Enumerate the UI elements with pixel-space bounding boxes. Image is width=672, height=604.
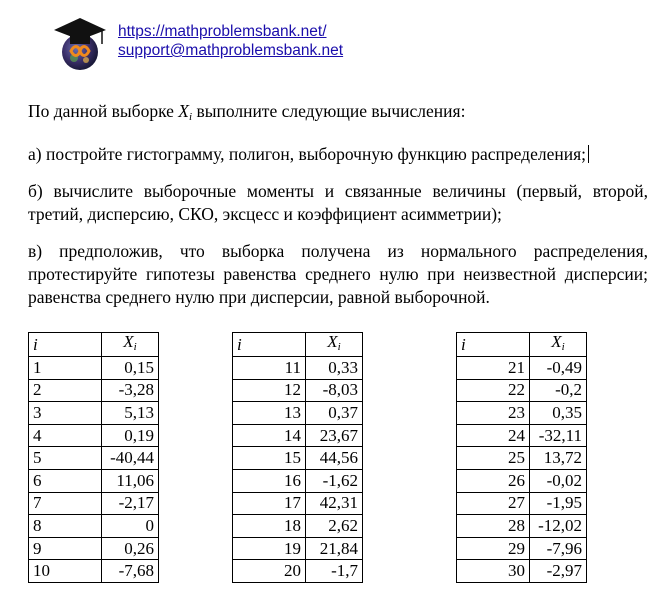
table-row: [233, 379, 363, 402]
sample-table-2: [232, 332, 363, 583]
cell-x: -0,02: [530, 469, 587, 492]
cell-i: 8: [29, 515, 102, 538]
task-item-a: [28, 143, 648, 166]
table-row: [233, 469, 363, 492]
cell-x: -0,2: [530, 379, 587, 402]
cell-i: 17: [233, 492, 306, 515]
cell-i: 19: [233, 537, 306, 560]
cell-x: -7,68: [102, 560, 159, 583]
cell-x: 0,37: [306, 402, 363, 425]
cell-x: 23,67: [306, 424, 363, 447]
table-row: [457, 537, 587, 560]
table-row: [233, 447, 363, 470]
cell-i: 15: [233, 447, 306, 470]
cell-i: 2: [29, 379, 102, 402]
cell-i: 12: [233, 379, 306, 402]
cell-x: 2,62: [306, 515, 363, 538]
support-email-link[interactable]: support@mathproblemsbank.net: [118, 42, 344, 59]
table-row: [29, 515, 159, 538]
cell-i: 29: [457, 537, 530, 560]
table-row: [457, 402, 587, 425]
cell-i: 26: [457, 469, 530, 492]
table-header-row: [457, 333, 587, 357]
cell-x: -1,7: [306, 560, 363, 583]
cell-x: -1,62: [306, 469, 363, 492]
cell-x: -0,49: [530, 357, 587, 380]
table-row: [233, 424, 363, 447]
table-row: [457, 469, 587, 492]
cell-x: -40,44: [102, 447, 159, 470]
cell-x: -8,03: [306, 379, 363, 402]
table-header-row: [29, 333, 159, 357]
cell-x: 0,26: [102, 537, 159, 560]
cell-x: 42,31: [306, 492, 363, 515]
header-x-symbol: X: [123, 332, 134, 351]
cell-i: 1: [29, 357, 102, 380]
cell-i: 25: [457, 447, 530, 470]
table-row: [29, 537, 159, 560]
table-row: [233, 537, 363, 560]
cell-i: 20: [233, 560, 306, 583]
table-row: [29, 492, 159, 515]
cell-x: -1,95: [530, 492, 587, 515]
cell-i: 22: [457, 379, 530, 402]
item-a-text: а) постройте гистограмму, полигон, выборочную функцию распределения;: [28, 144, 587, 164]
table-row: [29, 424, 159, 447]
cell-i: 13: [233, 402, 306, 425]
graduation-cap-logo-icon: [52, 14, 108, 74]
task-text: [28, 100, 648, 309]
cell-i: 7: [29, 492, 102, 515]
column-header-i: i: [457, 333, 530, 357]
table-row: [457, 560, 587, 583]
intro-prefix: По данной выборке: [28, 101, 174, 121]
cell-x: 44,56: [306, 447, 363, 470]
cell-x: -2,97: [530, 560, 587, 583]
table-row: [233, 357, 363, 380]
sample-symbol: X: [178, 101, 189, 121]
task-item-c: в) предположив, что выборка получена из нормального распределения, протестируйте гипотезы равенства среднего нулю при неизвестной дисперсии; равенства среднего нулю при дисперсии, равной выборочной.: [28, 241, 648, 307]
header-x-sub: i: [133, 341, 137, 353]
table-row: [29, 469, 159, 492]
table-row: [233, 515, 363, 538]
table-row: [233, 402, 363, 425]
header-x-sub: i: [561, 341, 565, 353]
cell-i: 23: [457, 402, 530, 425]
table-row: [233, 492, 363, 515]
cell-i: 16: [233, 469, 306, 492]
cell-i: 11: [233, 357, 306, 380]
text-cursor: [588, 145, 589, 163]
cell-x: -2,17: [102, 492, 159, 515]
cell-x: 0,15: [102, 357, 159, 380]
cell-i: 30: [457, 560, 530, 583]
cell-i: 18: [233, 515, 306, 538]
cell-x: 0,33: [306, 357, 363, 380]
header: [52, 12, 452, 76]
table-row: [457, 357, 587, 380]
table-row: [457, 515, 587, 538]
column-header-x: [102, 333, 159, 357]
table-row: [29, 560, 159, 583]
cell-x: -32,11: [530, 424, 587, 447]
cell-x: 11,06: [102, 469, 159, 492]
cell-i: 24: [457, 424, 530, 447]
column-header-x: [306, 333, 363, 357]
cell-x: 5,13: [102, 402, 159, 425]
table-header-row: [233, 333, 363, 357]
cell-i: 3: [29, 402, 102, 425]
cell-x: 13,72: [530, 447, 587, 470]
cell-i: 14: [233, 424, 306, 447]
sample-table-1: [28, 332, 159, 583]
cell-x: 0,35: [530, 402, 587, 425]
cell-i: 5: [29, 447, 102, 470]
table-row: [457, 424, 587, 447]
table-row: [233, 560, 363, 583]
header-x-sub: i: [337, 341, 341, 353]
intro-suffix: выполните следующие вычисления:: [196, 101, 466, 121]
header-links: [118, 22, 343, 60]
cell-i: 10: [29, 560, 102, 583]
cell-i: 9: [29, 537, 102, 560]
table-row: [29, 357, 159, 380]
header-x-symbol: X: [551, 332, 562, 351]
site-link[interactable]: https://mathproblemsbank.net/: [118, 23, 327, 40]
table-row: [457, 492, 587, 515]
header-x-symbol: X: [327, 332, 338, 351]
task-intro: [28, 100, 648, 129]
cell-x: -3,28: [102, 379, 159, 402]
cell-i: 6: [29, 469, 102, 492]
table-row: [29, 447, 159, 470]
cell-x: -12,02: [530, 515, 587, 538]
cell-x: 0,19: [102, 424, 159, 447]
column-header-i: i: [233, 333, 306, 357]
table-row: [457, 379, 587, 402]
cell-i: 28: [457, 515, 530, 538]
sample-symbol-sub: i: [189, 111, 193, 123]
column-header-i: i: [29, 333, 102, 357]
cell-i: 4: [29, 424, 102, 447]
cell-i: 21: [457, 357, 530, 380]
sample-table-3: [456, 332, 587, 583]
cell-x: -7,96: [530, 537, 587, 560]
cell-i: 27: [457, 492, 530, 515]
table-row: [29, 379, 159, 402]
column-header-x: [530, 333, 587, 357]
cell-x: 0: [102, 515, 159, 538]
cell-x: 21,84: [306, 537, 363, 560]
table-row: [457, 447, 587, 470]
table-row: [29, 402, 159, 425]
task-item-b: б) вычислите выборочные моменты и связанные величины (первый, второй, третий, дисперсию, СКО, эксцесс и коэффициент асимметрии);: [28, 181, 648, 224]
